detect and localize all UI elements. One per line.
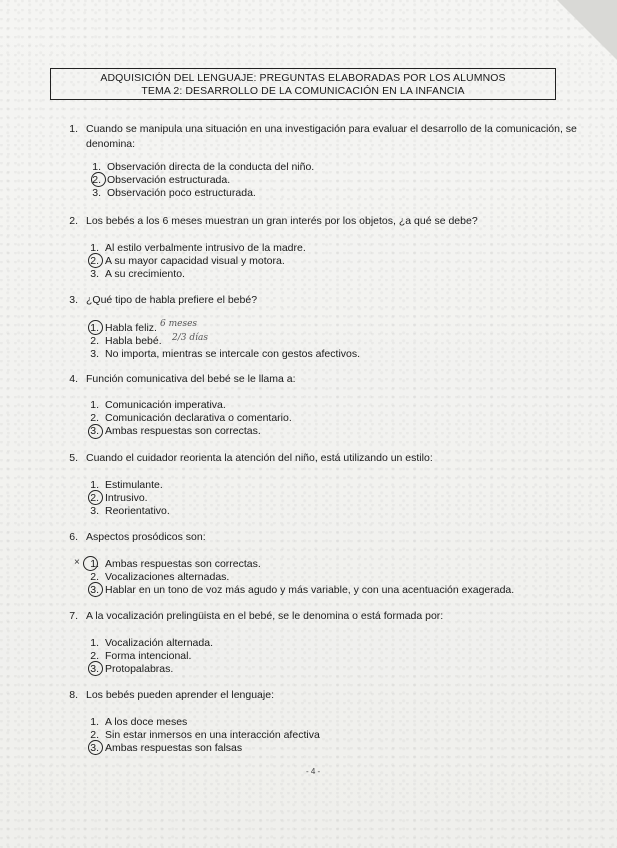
question-number: 6.: [69, 531, 78, 543]
option[interactable]: 1. Vocalización alternada.: [90, 637, 213, 649]
option[interactable]: 2. Observación estructurada.: [92, 174, 231, 186]
question-text: Aspectos prosódicos son:: [86, 531, 206, 543]
page-number: - 4 -: [306, 767, 321, 776]
option[interactable]: 3. No importa, mientras se intercale con gestos afectivos.: [90, 348, 361, 360]
header-subtitle: TEMA 2: DESARROLLO DE LA COMUNICACIÓN EN LA INFANCIA: [141, 85, 465, 97]
option[interactable]: 1. Al estilo verbalmente intrusivo de la madre.: [90, 242, 306, 254]
question-number: 2.: [69, 215, 78, 227]
handwritten-note: 2/3 días: [172, 333, 208, 343]
question-number: 3.: [69, 294, 78, 306]
answer-circle-mark: [88, 424, 103, 439]
option[interactable]: 3. Hablar en un tono de voz más agudo y más variable, y con una acentuación exagerada.: [90, 584, 515, 596]
handwritten-note: 6 meses: [160, 319, 198, 329]
answer-circle-mark: [88, 490, 103, 505]
option[interactable]: 2. A su mayor capacidad visual y motora.: [90, 255, 285, 267]
option[interactable]: 1. Ambas respuestas son correctas.: [90, 558, 261, 570]
answer-circle-mark: [88, 320, 103, 335]
option[interactable]: 2. Comunicación declarativa o comentario.: [90, 412, 292, 424]
option[interactable]: 1. Observación directa de la conducta del niño.: [92, 161, 315, 173]
answer-circle-mark: [83, 556, 98, 571]
option[interactable]: 1. Estimulante.: [90, 479, 163, 491]
question-text: A la vocalización prelingüista en el bebé, se le denomina o está formada por:: [86, 610, 444, 622]
option[interactable]: 3. Protopalabras.: [90, 663, 174, 675]
question-text-cont: denomina:: [86, 138, 136, 150]
question-number: 5.: [69, 452, 78, 464]
question-text: Función comunicativa del bebé se le llama a:: [86, 373, 296, 385]
header-title: ADQUISICIÓN DEL LENGUAJE: PREGUNTAS ELABORADAS POR LOS ALUMNOS: [100, 72, 506, 84]
option[interactable]: 2. Sin estar inmersos en una interacción afectiva: [90, 729, 320, 741]
question-number: 7.: [69, 610, 78, 622]
question-text: Los bebés a los 6 meses muestran un gran interés por los objetos, ¿a qué se debe?: [86, 215, 478, 227]
option[interactable]: 3. Ambas respuestas son correctas.: [90, 425, 261, 437]
answer-circle-mark: [91, 172, 106, 187]
question-text: Cuando el cuidador reorienta la atención del niño, está utilizando un estilo:: [86, 452, 433, 464]
answer-circle-mark: [88, 740, 103, 755]
answer-circle-mark: [88, 661, 103, 676]
option[interactable]: 3. A su crecimiento.: [90, 268, 185, 280]
cross-mark: ×: [74, 557, 80, 568]
question-text: Cuando se manipula una situación en una investigación para evaluar el desarrollo de la comunicación, se: [86, 123, 577, 135]
option[interactable]: 3. Reorientativo.: [90, 505, 170, 517]
option[interactable]: 3. Ambas respuestas son falsas: [90, 742, 243, 754]
option[interactable]: 1. A los doce meses: [90, 716, 188, 728]
option[interactable]: 2. Forma intencional.: [90, 650, 192, 662]
answer-circle-mark: [88, 253, 103, 268]
question-number: 4.: [69, 373, 78, 385]
question-text: ¿Qué tipo de habla prefiere el bebé?: [86, 294, 258, 306]
option[interactable]: 2. Intrusivo.: [90, 492, 148, 504]
option[interactable]: 2. Vocalizaciones alternadas.: [90, 571, 230, 583]
option[interactable]: 1. Habla feliz.: [90, 322, 157, 334]
question-number: 1.: [69, 123, 78, 135]
question-number: 8.: [69, 689, 78, 701]
option[interactable]: 2. Habla bebé.: [90, 335, 162, 347]
option[interactable]: 1. Comunicación imperativa.: [90, 399, 226, 411]
question-text: Los bebés pueden aprender el lenguaje:: [86, 689, 274, 701]
answer-circle-mark: [88, 582, 103, 597]
option[interactable]: 3. Observación poco estructurada.: [92, 187, 256, 199]
